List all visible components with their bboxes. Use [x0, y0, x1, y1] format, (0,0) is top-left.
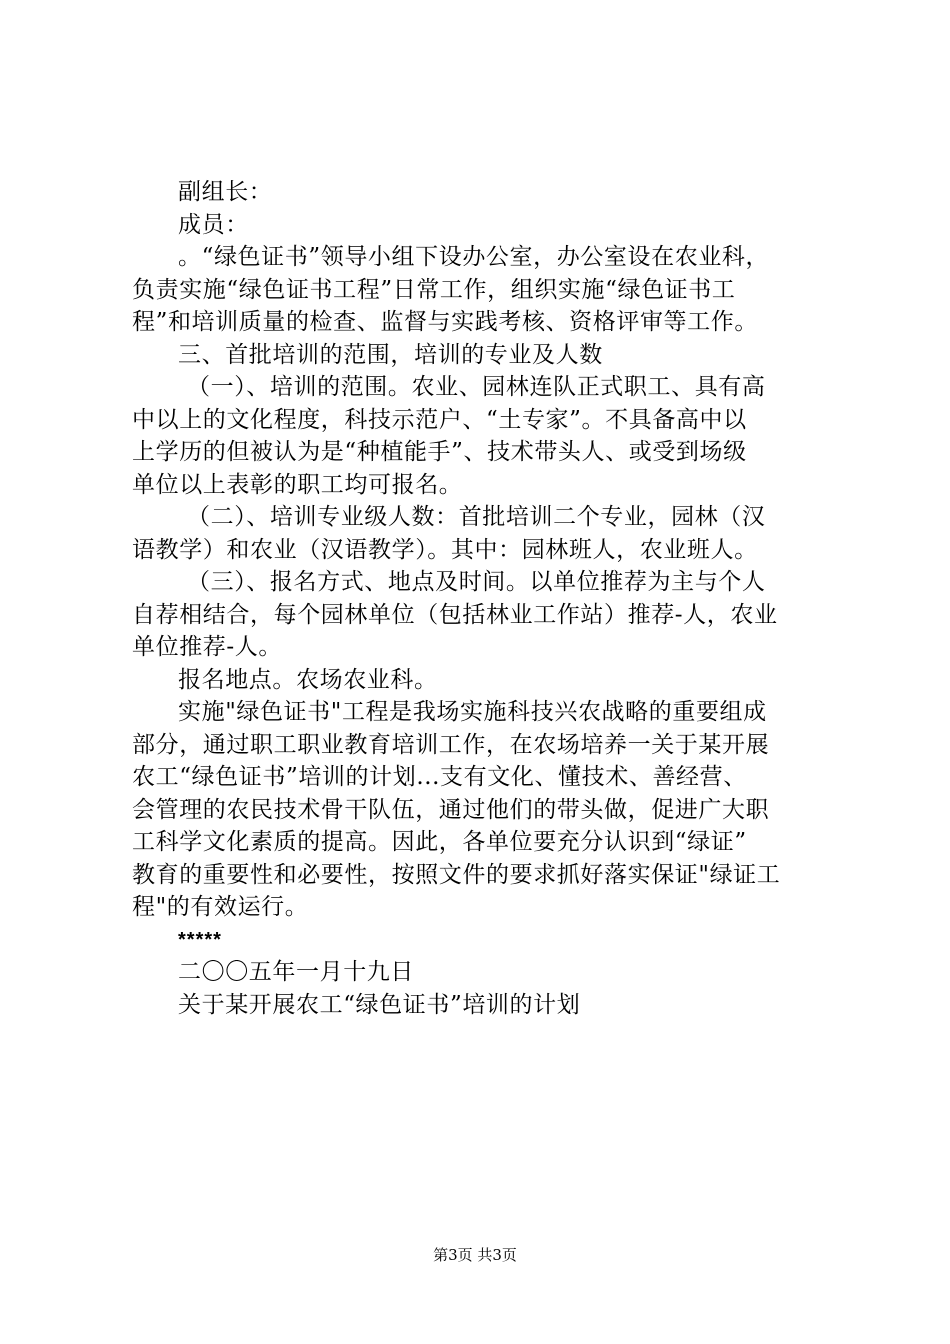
paragraph-line: 程”和培训质量的检查、监督与实践考核、资格评审等工作。: [132, 309, 758, 335]
vice-leader-line: 副组长：: [178, 179, 273, 205]
paragraph-line: 农工“绿色证书”培训的计划...支有文化、懂技术、善经营、: [132, 764, 747, 790]
paragraph-line: 负责实施“绿色证书工程”日常工作，组织实施“绿色证书工: [132, 276, 736, 303]
paragraph-line: 语教学）和农业（汉语教学）。其中：园林班人，农业班人。: [132, 536, 758, 563]
paragraph-line: 。“绿色证书”领导小组下设办公室，办公室设在农业科，: [178, 244, 770, 270]
paragraph-line: 报名地点。农场农业科。: [178, 666, 438, 693]
section-heading: 三、首批培训的范围，培训的专业及人数: [178, 341, 603, 368]
document-date: 二〇〇五年一月十九日: [178, 959, 414, 985]
document-body: [132, 176, 832, 1021]
paragraph-line: （三）、报名方式、地点及时间。以单位推荐为主与个人: [187, 569, 766, 595]
document-title-line: 关于某开展农工“绿色证书”培训的计划: [178, 991, 581, 1018]
paragraph-line: 中以上的文化程度，科技示范户、“土专家”。不具备高中以: [132, 406, 747, 433]
paragraph-line: 工科学文化素质的提高。因此，各单位要充分认识到“绿证”: [132, 829, 747, 855]
members-line: 成员：: [178, 211, 249, 238]
paragraph-line: 会管理的农民技术骨干队伍，通过他们的带头做，促进广大职: [132, 796, 770, 823]
signature-stars: *****: [178, 928, 222, 951]
paragraph-line: 单位以上表彰的职工均可报名。: [132, 471, 463, 498]
paragraph-line: 教育的重要性和必要性，按照文件的要求抓好落实保证"绿证工: [132, 861, 781, 888]
paragraph-line: 自荐相结合，每个园林单位（包括林业工作站）推荐-人，农业: [132, 601, 778, 628]
paragraph-line: 上学历的但被认为是“种植能手”、技术带头人、或受到场级: [132, 439, 747, 465]
paragraph-line: 部分，通过职工职业教育培训工作，在农场培养一关于某开展: [132, 731, 770, 758]
paragraph-line: 实施"绿色证书"工程是我场实施科技兴农战略的重要组成: [178, 699, 767, 725]
paragraph-line: （二）、培训专业级人数：首批培训二个专业，园林（汉: [187, 504, 766, 530]
paragraph-line: 单位推荐-人。: [132, 634, 282, 660]
paragraph-line: （一）、培训的范围。农业、园林连队正式职工、具有高: [187, 374, 766, 400]
page-number-footer: 第3页 共3页: [433, 1246, 517, 1264]
paragraph-line: 程"的有效运行。: [132, 894, 309, 920]
